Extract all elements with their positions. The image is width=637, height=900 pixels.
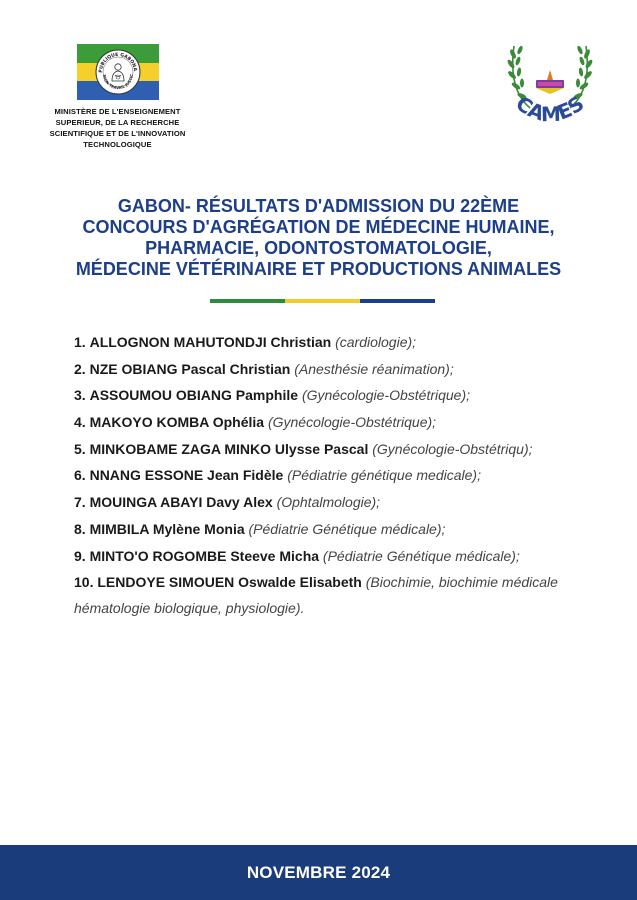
title-line: GABON- RÉSULTATS D'ADMISSION DU 22ÈME — [117, 196, 520, 216]
divider-segment-green — [210, 299, 285, 303]
divider-segment-yellow — [285, 299, 360, 303]
specialty: (Pédiatrie génétique medicale); — [287, 467, 481, 484]
list-item — [74, 546, 614, 566]
list-item — [74, 359, 614, 379]
candidate-name: ASSOUMOU OBIANG Pamphile — [89, 387, 299, 404]
candidate-name: NNANG ESSONE Jean Fidèle — [89, 467, 284, 484]
item-number: 2. — [74, 360, 86, 377]
item-number: 3. — [74, 387, 86, 404]
republic-seal-icon — [94, 48, 142, 96]
ministry-line: MINISTÈRE DE L'ENSEIGNEMENT — [54, 107, 181, 116]
specialty: (Gynécologie-Obstétriqu); — [372, 440, 533, 457]
item-number: 6. — [74, 467, 86, 484]
list-item — [74, 332, 614, 352]
specialty-continued: hématologie biologique, physiologie). — [74, 600, 305, 617]
footer-date: NOVEMBRE 2024 — [246, 862, 391, 882]
ministry-line: TECHNOLOGIQUE — [83, 140, 152, 149]
ministry-header — [30, 44, 205, 150]
specialty: (Pédiatrie Génétique médicale); — [322, 547, 520, 564]
specialty: (Pédiatrie Génétique médicale); — [248, 520, 446, 537]
ministry-line: SCIENTIFIQUE ET DE L'INNOVATION — [49, 129, 186, 138]
results-list — [74, 332, 614, 625]
list-item — [74, 519, 614, 539]
specialty: (Anesthésie réanimation); — [294, 360, 454, 377]
title-line: MÉDECINE VÉTÉRINAIRE ET PRODUCTIONS ANIMALES — [75, 259, 562, 279]
list-item — [74, 439, 614, 459]
specialty: (cardiologie); — [335, 334, 417, 350]
candidate-name: MOUINGA ABAYI Davy Alex — [89, 494, 273, 511]
cames-logo — [500, 32, 600, 140]
item-number: 1. — [74, 334, 86, 350]
tricolor-divider — [210, 299, 435, 303]
candidate-name: MIMBILA Mylène Monia — [89, 520, 245, 537]
list-item — [74, 412, 614, 432]
specialty: (Gynécologie-Obstétrique); — [267, 414, 437, 431]
svg-text:RÉPUBLIQUE GABONAISE: PUBLIQUE GABONA — [98, 52, 137, 73]
item-number: 7. — [74, 494, 86, 511]
specialty: (Gynécologie-Obstétrique); — [301, 387, 471, 404]
list-item — [74, 385, 614, 405]
list-item — [74, 492, 614, 512]
gabon-flag-logo — [77, 44, 159, 100]
divider-segment-blue — [360, 299, 435, 303]
candidate-name: MINKOBAME ZAGA MINKO Ulysse Pascal — [89, 440, 369, 457]
page-title — [40, 196, 597, 280]
candidate-name: MINTO'O ROGOMBE Steeve Micha — [89, 547, 320, 564]
candidate-name: MAKOYO KOMBA Ophélia — [89, 414, 265, 431]
candidate-name: NZE OBIANG Pascal Christian — [89, 360, 291, 377]
item-number: 9. — [74, 547, 86, 564]
ministry-line: SUPERIEUR, DE LA RECHERCHE — [55, 118, 180, 127]
candidate-name: LENDOYE SIMOUEN Oswalde Elisabeth — [97, 574, 362, 591]
title-line: CONCOURS D'AGRÉGATION DE MÉDECINE HUMAINE, — [82, 217, 555, 237]
svg-text:CAMES: CAMES — [511, 91, 589, 127]
item-number: 5. — [74, 440, 86, 457]
list-item — [74, 572, 614, 618]
item-number: 4. — [74, 414, 86, 431]
item-number: 8. — [74, 520, 86, 537]
title-line: PHARMACIE, ODONTOSTOMATOLOGIE, — [145, 238, 492, 258]
specialty: (Biochimie, biochimie médicale — [365, 574, 558, 591]
candidate-name: ALLOGNON MAHUTONDJI Christian — [89, 334, 332, 350]
item-number: 10. — [74, 574, 94, 591]
ministry-name — [30, 106, 205, 150]
specialty: (Ophtalmologie); — [276, 494, 381, 511]
list-item — [74, 465, 614, 485]
footer-bar — [0, 845, 637, 900]
svg-text:UNION·TRAVAIL·JUSTICE: NION·TRAVAIL·JUSTIC — [101, 73, 134, 91]
